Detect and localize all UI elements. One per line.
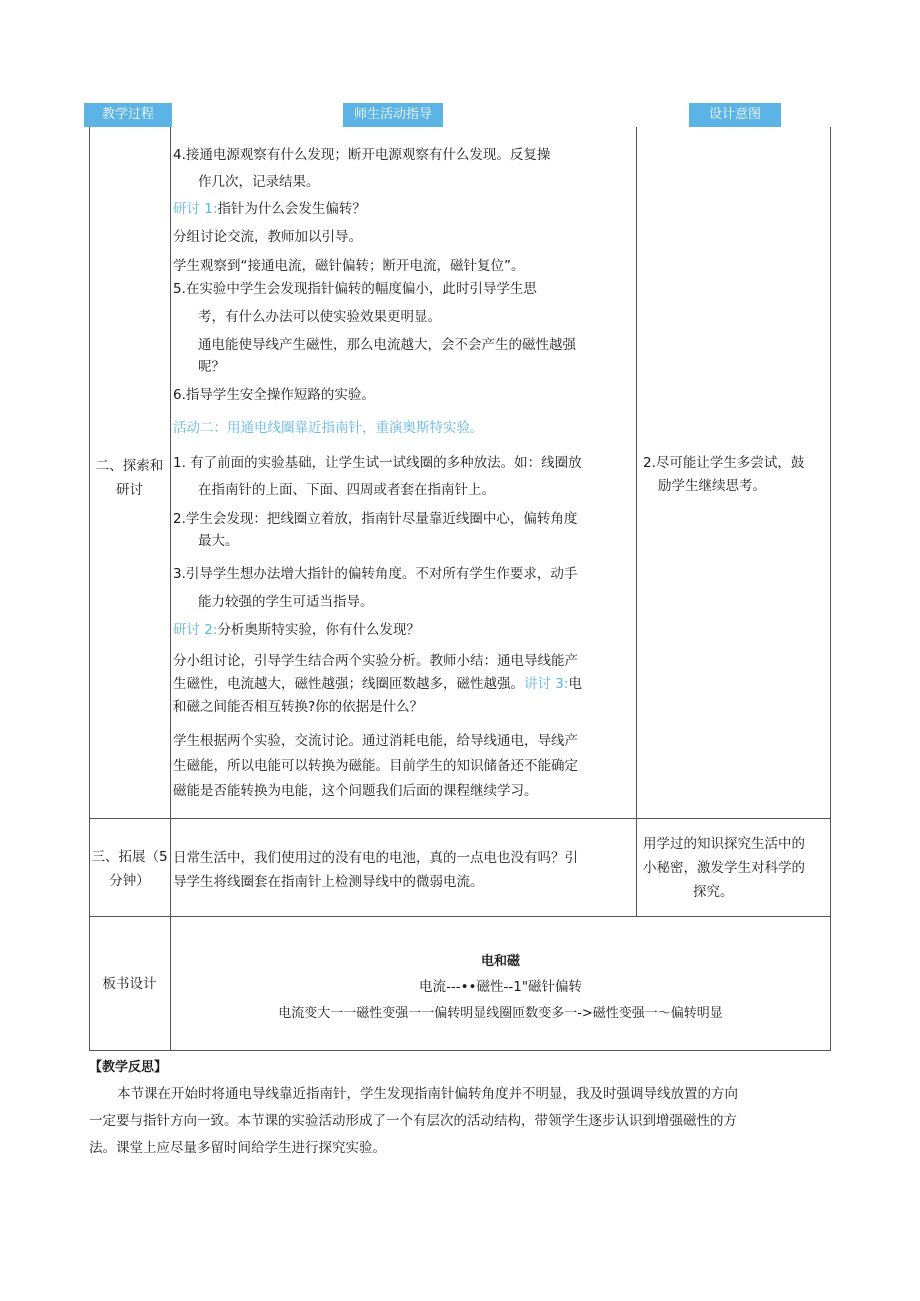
s2-intent-line-2: 励学生继续思考。 — [658, 478, 766, 494]
table-border-bottom — [89, 1050, 831, 1051]
row-divider-1 — [89, 818, 831, 819]
section2-label-line2: 研讨 — [116, 482, 143, 498]
s2-line-20 — [173, 674, 582, 694]
board-label: 板书设计 — [102, 976, 157, 992]
s2-line-7: 考，有什么办法可以使实验效果更明显。 — [198, 309, 441, 325]
s2-line-19: 分小组讨论，引导学生结合两个实验分析。教师小结：通电导线能产 — [173, 653, 578, 669]
s2-line-12: 1. 有了前面的实验基础，让学生试一试线圈的多种放法。如：线圈放 — [173, 455, 582, 471]
s2-line-21: 和磁之间能否相互转换?你的依据是什么？ — [173, 699, 424, 715]
s2-line-20-tail: 电 — [568, 676, 582, 692]
section3-label-line1: 三、拓展（5 — [91, 849, 168, 865]
table-border-right — [830, 127, 831, 1051]
activity-2-title: 活动二：用通电线圈靠近指南针，重演奥斯特实验。 — [173, 420, 484, 436]
s2-line-10: 6.指导学生安全操作短路的实验。 — [173, 387, 375, 403]
row-divider-2 — [89, 916, 831, 917]
s2-line-22: 学生根据两个实验，交流讨论。通过消耗电能，给导线通电，导线产 — [173, 733, 578, 749]
discussion-1-label: 研讨 1: — [173, 201, 218, 217]
section3-intent-line1: 用学过的知识探究生活中的 — [643, 836, 805, 852]
discussion-2-label: 研讨 2: — [173, 622, 218, 638]
header-process: 教学过程 — [84, 103, 172, 127]
discussion-3-label: 讲讨 3: — [524, 676, 569, 692]
discussion-2-question: 分析奥斯特实验，你有什么发现？ — [217, 622, 420, 638]
section3-intent-line3: 探究。 — [693, 884, 734, 900]
section3-text-line2: 导学生将线圈套在指南针上检测导线中的微弱电流。 — [173, 874, 484, 890]
s2-line-15: 最大。 — [198, 533, 239, 549]
reflection-line-3: 法。课堂上应尽量多留时间给学生进行探究实验。 — [89, 1140, 386, 1156]
s2-line-24: 磁能是否能转换为电能，这个问题我们后面的课程继续学习。 — [173, 783, 538, 799]
reflection-line-2: 一定要与指针方向一致。本节课的实验活动形成了一个有层次的活动结构，带领学生逐步认识到增强磁性的方 — [89, 1113, 737, 1129]
table-border-left — [89, 127, 90, 1051]
board-line-1: 电流---••磁性--1"磁针偏转 — [418, 979, 583, 995]
s2-line-2: 作几次，记录结果。 — [198, 174, 320, 190]
s2-line-23: 生磁能，所以电能可以转换为磁能。目前学生的知识储备还不能确定 — [173, 758, 578, 774]
s2-line-17: 能力较强的学生可适当指导。 — [198, 594, 374, 610]
section3-label-line2: 分钟） — [109, 873, 150, 889]
s2-line-13: 在指南针的上面、下面、四周或者套在指南针上。 — [198, 482, 495, 498]
section3-text-line1: 日常生活中，我们使用过的没有电的电池，真的一点电也没有吗？引 — [173, 850, 578, 866]
discussion-1-question: 指针为什么会发生偏转？ — [217, 201, 366, 217]
s2-line-16: 3.引导学生想办法增大指针的偏转角度。不对所有学生作要求，动手 — [173, 566, 578, 582]
table-divider-2 — [636, 127, 637, 917]
s2-line-6: 5.在实验中学生会发现指针偏转的幅度偏小，此时引导学生思 — [173, 281, 537, 297]
header-intent: 设计意图 — [689, 103, 781, 127]
s2-line-8: 通电能使导线产生磁性，那么电流越大，会不会产生的磁性越强 — [198, 337, 576, 353]
table-divider-1 — [170, 127, 171, 1051]
s2-line-14: 2.学生会发现：把线圈立着放，指南针尽量靠近线圈中心，偏转角度 — [173, 511, 578, 527]
section3-intent-line2: 小秘密，激发学生对科学的 — [643, 860, 805, 876]
section2-label-line1: 二、探索和 — [95, 458, 164, 474]
s2-line-9: 呢？ — [198, 359, 225, 375]
s2-line-5: 学生观察到“接通电流，磁针偏转；断开电流，磁针复位”。 — [173, 258, 525, 274]
section3-intent — [643, 832, 805, 904]
reflection-title: 【教学反思】 — [89, 1060, 168, 1075]
board-line-2: 电流变大一一磁性变强一一偏转明显线圈匝数变多一->磁性变强一～偏转明显 — [278, 1006, 723, 1021]
header-activity: 师生活动指导 — [343, 103, 443, 127]
s2-line-3 — [173, 199, 366, 219]
s2-intent-line-1: 2.尽可能让学生多尝试，鼓 — [643, 455, 805, 471]
s2-line-4: 分组讨论交流，教师加以引导。 — [173, 229, 362, 245]
s2-line-20-text: 生磁性，电流越大，磁性越强；线圈匝数越多，磁性越强。 — [173, 676, 524, 692]
s2-line-18 — [173, 620, 420, 640]
section3-label — [89, 845, 170, 893]
s2-line-1: 4.接通电源观察有什么发现；断开电源观察有什么发现。反复操 — [173, 147, 551, 163]
section3-text — [173, 846, 578, 894]
section2-label — [89, 454, 170, 502]
reflection-line-1: 本节课在开始时将通电导线靠近指南针，学生发现指南针偏转角度并不明显，我及时强调导线放置的方向 — [117, 1086, 738, 1102]
board-title: 电和磁 — [480, 954, 520, 969]
